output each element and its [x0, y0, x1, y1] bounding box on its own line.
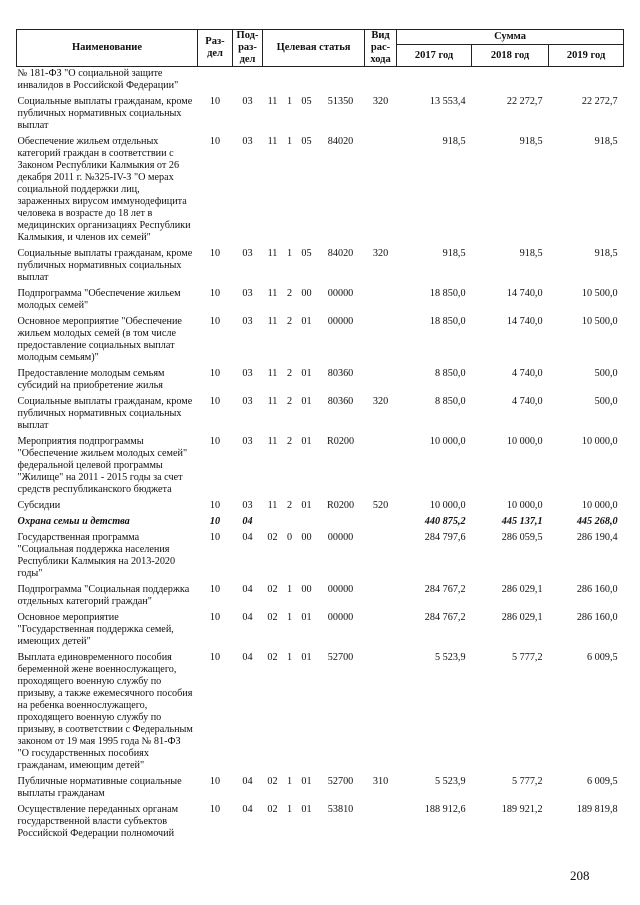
- header-target: Целевая статья: [263, 30, 365, 67]
- row-sum-2018: 918,5: [519, 136, 543, 147]
- row-vid: 320: [372, 96, 389, 107]
- row-sum-2017: 284 767,2: [424, 612, 466, 623]
- row-target-program: 02: [267, 532, 278, 543]
- row-target-program: 11: [267, 436, 278, 447]
- table-row: [17, 247, 624, 287]
- row-target-program: 02: [267, 804, 278, 815]
- budget-page: [16, 29, 623, 843]
- row-name: Осуществление переданных органам государственной власти субъектов Российской Федерации полномочий: [17, 804, 179, 839]
- row-vid: [365, 611, 397, 651]
- row-sum-2017: 5 523,9: [434, 776, 466, 787]
- row-sum-2017: 18 850,0: [429, 288, 466, 299]
- row-sum-2017: [397, 67, 472, 96]
- page-number: 208: [570, 868, 590, 883]
- row-target-subprogram: 1: [286, 248, 293, 259]
- row-sum-2019: 445 268,0: [576, 516, 618, 527]
- row-sum-2017: 5 523,9: [434, 652, 466, 663]
- row-sum-2017: 440 875,2: [424, 516, 466, 527]
- row-podrazdel: 03: [242, 396, 253, 407]
- row-sum-2018: 4 740,0: [511, 396, 543, 407]
- row-name: Социальные выплаты гражданам, кроме публичных нормативных социальных выплат: [17, 96, 193, 131]
- row-target-measure: 01: [301, 316, 312, 327]
- row-sum-2019: 6 009,5: [587, 776, 618, 787]
- row-target-subprogram: 2: [286, 316, 293, 327]
- row-target-direction: 00000: [327, 532, 354, 543]
- row-sum-2019: 500,0: [594, 368, 618, 379]
- row-sum-2019: 918,5: [594, 248, 618, 259]
- row-name: № 181-ФЗ "О социальной защите инвалидов в Российской Федерации": [17, 68, 179, 91]
- row-target-subprogram: [283, 67, 297, 96]
- row-vid: 320: [372, 248, 389, 259]
- row-target-program: 11: [267, 500, 278, 511]
- row-podrazdel: 04: [242, 776, 253, 787]
- row-target-subprogram: 1: [286, 652, 293, 663]
- row-podrazdel: 04: [242, 532, 253, 543]
- row-sum-2019: 189 819,8: [576, 804, 618, 815]
- row-target-direction: 00000: [327, 584, 354, 595]
- row-sum-2017: 188 912,6: [424, 804, 466, 815]
- row-target-program: [263, 515, 283, 531]
- row-target-direction: 00000: [327, 612, 354, 623]
- row-target-measure: 01: [301, 500, 312, 511]
- row-vid: 520: [372, 500, 389, 511]
- row-razdel: 10: [209, 248, 221, 259]
- row-sum-2017: 918,5: [442, 136, 466, 147]
- row-sum-2017: 918,5: [442, 248, 466, 259]
- table-row: [17, 651, 624, 775]
- table-row: [17, 287, 624, 315]
- row-target-subprogram: 1: [286, 96, 293, 107]
- budget-table: [16, 29, 624, 843]
- row-name: Обеспечение жильем отдельных категорий граждан в соответствии с Законом Республики Калмыкия от 26 декабря 2011 г. №325-IV-З "О мерах социальной поддержки лиц, зараженных вирусом иммунодефицита человека в возрасте до 18 лет в медицинских организациях Республики Калмыкия, и членов их семей": [17, 136, 191, 243]
- row-target-subprogram: 2: [286, 288, 293, 299]
- row-target-direction: 52700: [327, 652, 354, 663]
- row-sum-2018: 286 029,1: [501, 612, 543, 623]
- row-sum-2018: 918,5: [519, 248, 543, 259]
- row-vid: 310: [372, 776, 389, 787]
- table-row: [17, 611, 624, 651]
- row-sum-2019: 286 190,4: [576, 532, 618, 543]
- header-sum: Сумма: [397, 30, 624, 45]
- row-podrazdel: 04: [242, 516, 253, 527]
- row-sum-2017: 8 850,0: [434, 396, 466, 407]
- row-vid: [365, 531, 397, 583]
- row-target-subprogram: [283, 515, 297, 531]
- row-name: Охрана семьи и детства: [17, 516, 130, 527]
- row-target-program: 11: [267, 288, 278, 299]
- row-name: Основное мероприятие "Обеспечение жильем молодых семей (в том числе предоставление социальных выплат молодым семьям)": [17, 316, 182, 363]
- row-target-program: 02: [267, 612, 278, 623]
- row-sum-2019: 500,0: [594, 396, 618, 407]
- row-name: Государственная программа "Социальная поддержка населения Республики Калмыкия на 2013-2020 годы": [17, 532, 176, 579]
- table-header: [17, 30, 624, 67]
- table-row: [17, 315, 624, 367]
- header-vid: Вид рас-хода: [365, 30, 397, 67]
- row-target-measure: 00: [301, 584, 312, 595]
- row-target-program: [263, 67, 283, 96]
- row-razdel: 10: [209, 96, 221, 107]
- row-name: Предоставление молодым семьям субсидий на приобретение жилья: [17, 368, 165, 391]
- row-sum-2018: 14 740,0: [506, 288, 543, 299]
- row-target-measure: 05: [301, 96, 312, 107]
- table-row: [17, 531, 624, 583]
- row-target-measure: 01: [301, 396, 312, 407]
- row-target-direction: [317, 515, 365, 531]
- row-name: Подпрограмма "Социальная поддержка отдельных категорий граждан": [17, 584, 190, 607]
- table-row: [17, 583, 624, 611]
- row-target-direction: [317, 67, 365, 96]
- row-target-measure: [297, 67, 317, 96]
- table-row: [17, 367, 624, 395]
- row-razdel: 10: [209, 532, 221, 543]
- row-razdel: 10: [209, 136, 221, 147]
- row-target-subprogram: 2: [286, 500, 293, 511]
- row-razdel: 10: [209, 500, 221, 511]
- row-sum-2019: 10 000,0: [581, 436, 618, 447]
- row-name: Социальные выплаты гражданам, кроме публичных нормативных социальных выплат: [17, 248, 193, 283]
- row-name: Основное мероприятие "Государственная поддержка семей, имеющих детей": [17, 612, 174, 647]
- row-razdel: 10: [209, 612, 221, 623]
- row-sum-2019: 918,5: [594, 136, 618, 147]
- table-row: [17, 95, 624, 135]
- row-sum-2018: 189 921,2: [501, 804, 543, 815]
- row-target-program: 11: [267, 396, 278, 407]
- row-target-measure: [297, 515, 317, 531]
- row-razdel: 10: [209, 288, 221, 299]
- row-target-measure: 01: [301, 804, 312, 815]
- row-target-measure: 00: [301, 288, 312, 299]
- row-target-measure: 05: [301, 136, 312, 147]
- row-podrazdel: 04: [242, 652, 253, 663]
- row-podrazdel: 04: [242, 612, 253, 623]
- row-sum-2018: 286 059,5: [501, 532, 543, 543]
- row-sum-2019: [549, 67, 624, 96]
- row-sum-2018: 10 000,0: [506, 436, 543, 447]
- row-vid: [365, 367, 397, 395]
- row-target-subprogram: 1: [286, 776, 293, 787]
- row-vid: [365, 515, 397, 531]
- row-sum-2017: 13 553,4: [429, 96, 466, 107]
- row-target-program: 11: [267, 316, 278, 327]
- header-podrazdel: Под-раз-дел: [233, 30, 263, 67]
- table-row: [17, 499, 624, 515]
- row-target-subprogram: 2: [286, 436, 293, 447]
- table-row: [17, 135, 624, 247]
- header-razdel: Раз-дел: [198, 30, 233, 67]
- row-razdel: 10: [209, 368, 221, 379]
- row-target-measure: 01: [301, 652, 312, 663]
- row-target-program: 11: [267, 368, 278, 379]
- row-target-direction: 52700: [327, 776, 354, 787]
- row-sum-2018: 22 272,7: [506, 96, 543, 107]
- row-target-measure: 01: [301, 368, 312, 379]
- row-razdel: 10: [209, 516, 221, 527]
- row-podrazdel: 03: [242, 368, 253, 379]
- row-podrazdel: 03: [242, 500, 253, 511]
- row-target-direction: R0200: [326, 500, 355, 511]
- row-sum-2017: 8 850,0: [434, 368, 466, 379]
- table-row: [17, 803, 624, 843]
- header-2018: 2018 год: [472, 45, 549, 67]
- row-target-subprogram: 1: [286, 136, 293, 147]
- row-target-measure: 01: [301, 776, 312, 787]
- row-podrazdel: 03: [242, 436, 253, 447]
- row-sum-2017: 284 797,6: [424, 532, 466, 543]
- row-sum-2017: 284 767,2: [424, 584, 466, 595]
- row-vid: [365, 583, 397, 611]
- row-podrazdel: [233, 67, 263, 96]
- row-vid: 320: [372, 396, 389, 407]
- row-sum-2019: 286 160,0: [576, 612, 618, 623]
- row-name: Мероприятия подпрограммы "Обеспечение жильем молодых семей" федеральной целевой программы "Жилище" на 2011 - 2015 годы за счет средств республиканского бюджета: [17, 436, 188, 495]
- row-target-direction: 80360: [327, 396, 354, 407]
- row-target-measure: 01: [301, 612, 312, 623]
- row-name: Выплата единовременного пособия беременной жене военнослужащего, проходящего военную службу по призыву, а также ежемесячного пособия на ребенка военнослужащего, проходящего военную службу по призыву, в соответствии с Федеральным законом от 19 мая 1995 года № 81-ФЗ "О государственных пособиях гражданам, имеющим детей": [17, 652, 193, 771]
- row-sum-2017: 10 000,0: [429, 500, 466, 511]
- row-podrazdel: 04: [242, 804, 253, 815]
- row-target-program: 11: [267, 248, 278, 259]
- row-target-direction: 84020: [327, 136, 354, 147]
- row-sum-2019: 10 500,0: [581, 288, 618, 299]
- row-razdel: 10: [209, 804, 221, 815]
- row-sum-2019: 22 272,7: [581, 96, 618, 107]
- row-razdel: [198, 67, 233, 96]
- row-target-program: 02: [267, 776, 278, 787]
- row-name: Субсидии: [17, 500, 61, 511]
- table-row: [17, 395, 624, 435]
- row-sum-2018: 286 029,1: [501, 584, 543, 595]
- row-podrazdel: 03: [242, 248, 253, 259]
- row-target-program: 11: [267, 96, 278, 107]
- row-target-subprogram: 1: [286, 804, 293, 815]
- row-target-measure: 05: [301, 248, 312, 259]
- row-sum-2018: 5 777,2: [511, 652, 543, 663]
- row-sum-2018: 445 137,1: [501, 516, 543, 527]
- row-sum-2018: 5 777,2: [511, 776, 543, 787]
- row-razdel: 10: [209, 584, 221, 595]
- row-target-program: 02: [267, 584, 278, 595]
- row-podrazdel: 03: [242, 136, 253, 147]
- row-target-subprogram: 2: [286, 396, 293, 407]
- row-vid: [365, 135, 397, 247]
- table-row: [17, 515, 624, 531]
- row-vid: [365, 287, 397, 315]
- header-2019: 2019 год: [549, 45, 624, 67]
- row-target-direction: 00000: [327, 288, 354, 299]
- row-sum-2017: 10 000,0: [429, 436, 466, 447]
- row-sum-2018: 4 740,0: [511, 368, 543, 379]
- row-podrazdel: 03: [242, 288, 253, 299]
- row-sum-2019: 10 000,0: [581, 500, 618, 511]
- row-sum-2018: [472, 67, 549, 96]
- row-razdel: 10: [209, 652, 221, 663]
- table-row: [17, 775, 624, 803]
- row-vid: [365, 435, 397, 499]
- row-razdel: 10: [209, 316, 221, 327]
- row-target-direction: 80360: [327, 368, 354, 379]
- row-name: Подпрограмма "Обеспечение жильем молодых семей": [17, 288, 181, 311]
- row-target-subprogram: 1: [286, 584, 293, 595]
- header-name: Наименование: [17, 30, 198, 67]
- row-target-program: 11: [267, 136, 278, 147]
- row-sum-2018: 14 740,0: [506, 316, 543, 327]
- row-vid: [365, 315, 397, 367]
- row-sum-2018: 10 000,0: [506, 500, 543, 511]
- row-sum-2019: 10 500,0: [581, 316, 618, 327]
- row-vid: [365, 803, 397, 843]
- row-razdel: 10: [209, 396, 221, 407]
- row-sum-2019: 286 160,0: [576, 584, 618, 595]
- row-name: Публичные нормативные социальные выплаты гражданам: [17, 776, 182, 799]
- row-vid: [365, 651, 397, 775]
- row-razdel: 10: [209, 436, 221, 447]
- table-body: [17, 67, 624, 844]
- row-target-direction: 51350: [327, 96, 354, 107]
- row-podrazdel: 03: [242, 316, 253, 327]
- row-target-measure: 01: [301, 436, 312, 447]
- row-target-direction: 00000: [327, 316, 354, 327]
- row-podrazdel: 03: [242, 96, 253, 107]
- table-row: [17, 67, 624, 96]
- header-2017: 2017 год: [397, 45, 472, 67]
- row-target-subprogram: 0: [286, 532, 293, 543]
- row-target-subprogram: 1: [286, 612, 293, 623]
- table-row: [17, 435, 624, 499]
- row-razdel: 10: [209, 776, 221, 787]
- row-target-measure: 00: [301, 532, 312, 543]
- row-target-subprogram: 2: [286, 368, 293, 379]
- row-target-program: 02: [267, 652, 278, 663]
- row-name: Социальные выплаты гражданам, кроме публичных нормативных социальных выплат: [17, 396, 193, 431]
- row-target-direction: 53810: [327, 804, 354, 815]
- row-sum-2017: 18 850,0: [429, 316, 466, 327]
- row-target-direction: R0200: [326, 436, 355, 447]
- row-vid: [365, 67, 397, 96]
- row-target-direction: 84020: [327, 248, 354, 259]
- row-sum-2019: 6 009,5: [587, 652, 618, 663]
- row-podrazdel: 04: [242, 584, 253, 595]
